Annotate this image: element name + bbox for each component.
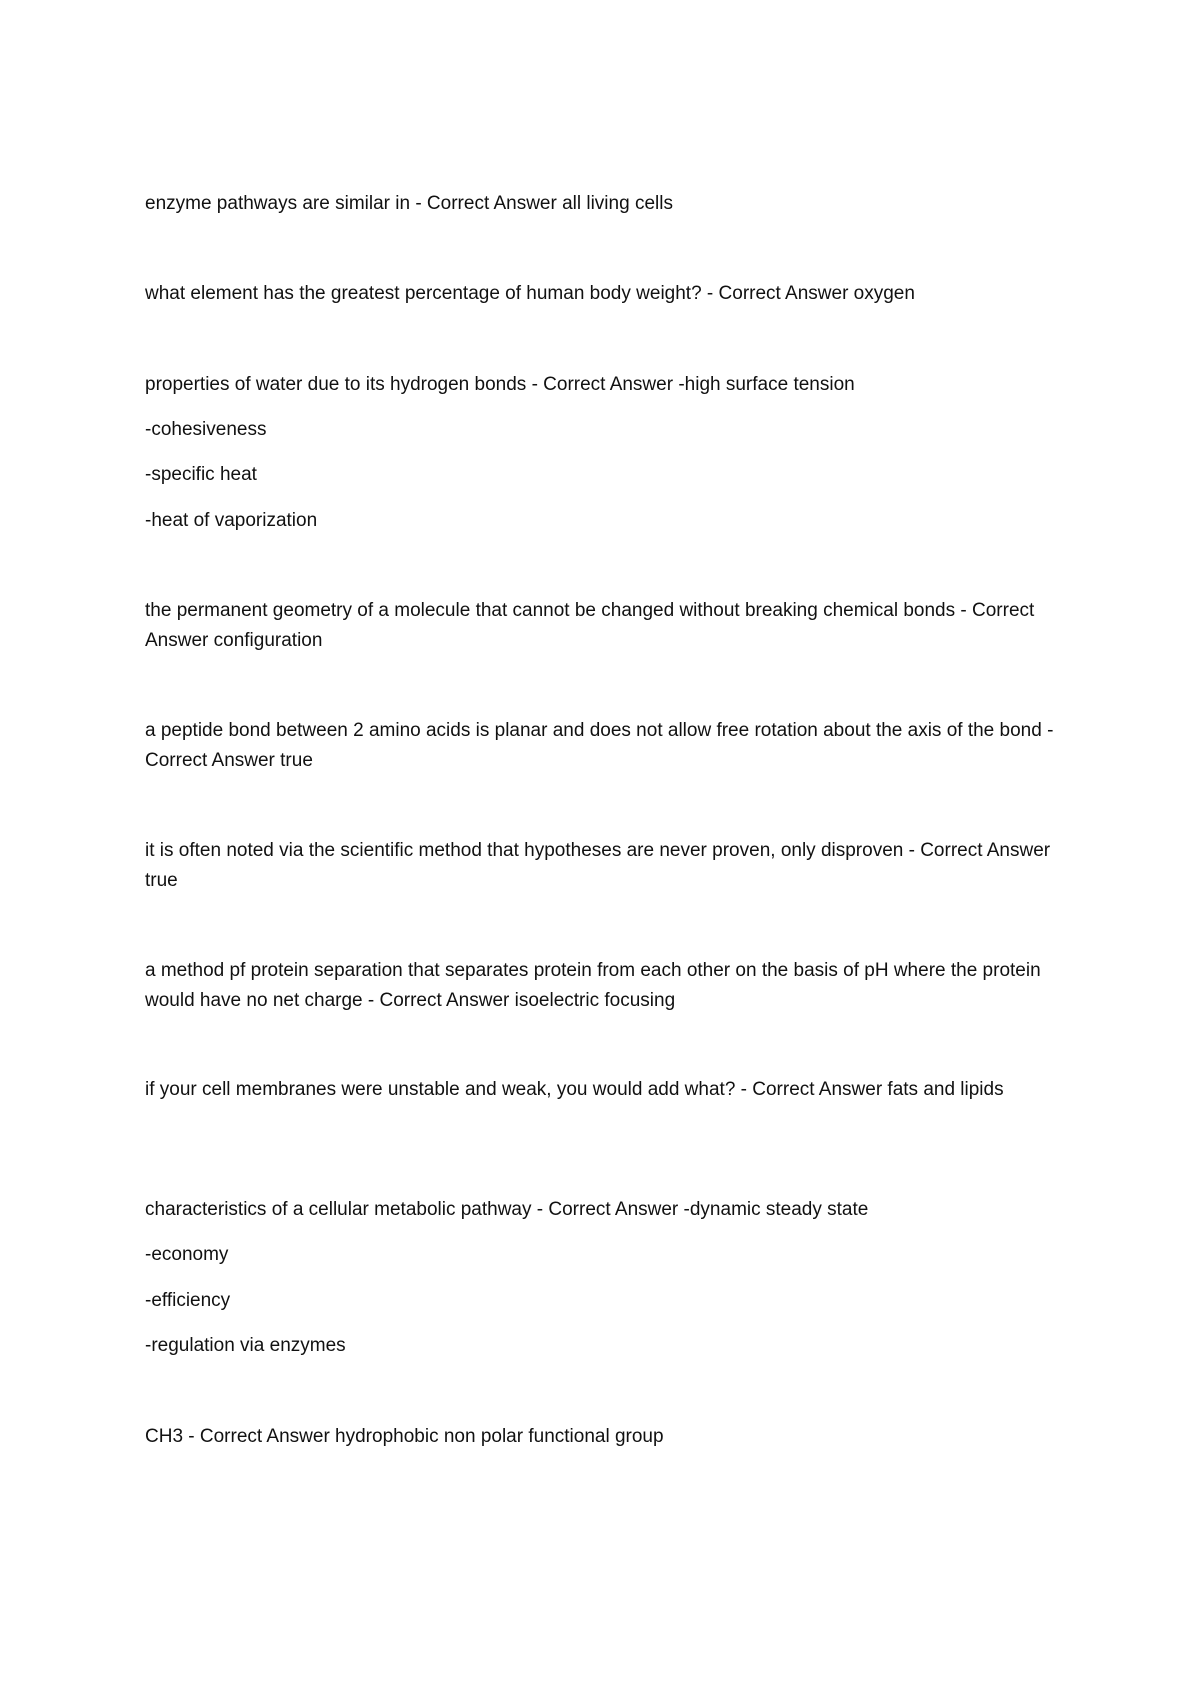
- qa-entry: if your cell membranes were unstable and weak, you would add what? - Correct Answer fats and lipids: [145, 1079, 1004, 1100]
- qa-entry: properties of water due to its hydrogen bonds - Correct Answer -high surface tension: [145, 374, 855, 395]
- qa-entry: it is often noted via the scientific method that hypotheses are never proven, only disproven - Correct Answer true: [145, 840, 1051, 891]
- qa-list-item: -cohesiveness: [145, 419, 267, 440]
- qa-entry: characteristics of a cellular metabolic pathway - Correct Answer -dynamic steady state: [145, 1199, 869, 1220]
- qa-entry: CH3 - Correct Answer hydrophobic non polar functional group: [145, 1426, 664, 1447]
- qa-entry: a peptide bond between 2 amino acids is planar and does not allow free rotation about the axis of the bond - Correct Answer true: [145, 720, 1054, 771]
- qa-entry: enzyme pathways are similar in - Correct Answer all living cells: [145, 193, 673, 214]
- qa-entry: what element has the greatest percentage of human body weight? - Correct Answer oxygen: [145, 283, 915, 304]
- qa-entry: a method pf protein separation that separates protein from each other on the basis of pH where the protein would have no net charge - Correct Answer isoelectric focusing: [145, 960, 1041, 1011]
- qa-list-item: -economy: [145, 1244, 229, 1265]
- qa-list-item: -heat of vaporization: [145, 510, 318, 531]
- qa-list-item: -specific heat: [145, 464, 257, 485]
- qa-list-item: -efficiency: [145, 1290, 231, 1311]
- qa-list-item: -regulation via enzymes: [145, 1335, 346, 1356]
- qa-entry: the permanent geometry of a molecule that cannot be changed without breaking chemical bonds - Correct Answer configuration: [145, 600, 1035, 651]
